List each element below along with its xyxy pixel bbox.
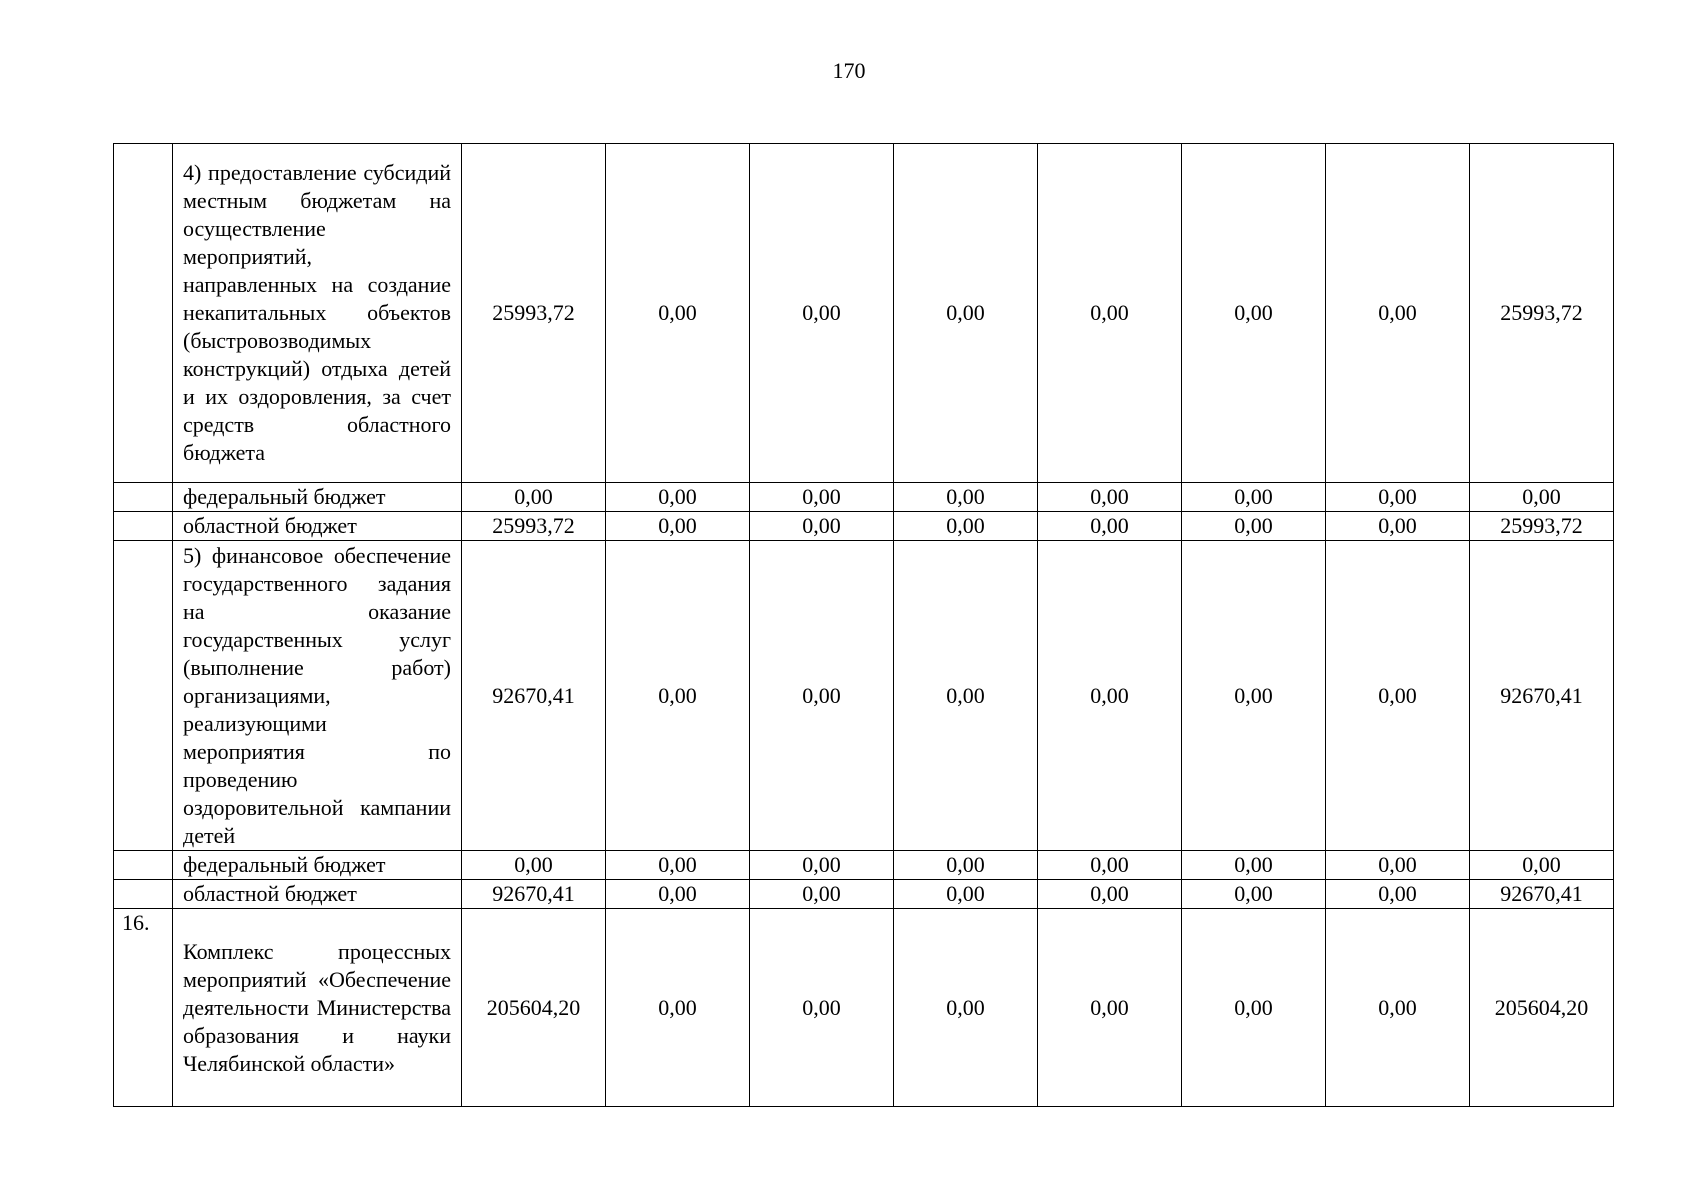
value-cell: 0,00 xyxy=(1182,512,1326,541)
value-cell: 0,00 xyxy=(750,909,894,1107)
value-cell: 0,00 xyxy=(1182,909,1326,1107)
value-cell: 0,00 xyxy=(606,541,750,851)
value-cell: 92670,41 xyxy=(1470,541,1614,851)
row-description: 4) предоставление субсидий местным бюджетам на осуществление мероприятий, направленных на создание некапитальных объектов (быстровозводимых конструкций) отдыха детей и их оздоровления, за счет средств областного бюджета xyxy=(173,144,462,483)
value-cell: 0,00 xyxy=(606,144,750,483)
value-cell: 0,00 xyxy=(1326,541,1470,851)
value-cell: 0,00 xyxy=(1038,851,1182,880)
row-description: областной бюджет xyxy=(173,512,462,541)
value-cell: 0,00 xyxy=(1182,483,1326,512)
value-cell: 92670,41 xyxy=(1470,880,1614,909)
value-cell: 0,00 xyxy=(1038,144,1182,483)
value-cell: 0,00 xyxy=(750,541,894,851)
table-row xyxy=(114,144,1614,483)
value-cell: 25993,72 xyxy=(462,512,606,541)
value-cell: 0,00 xyxy=(606,851,750,880)
value-cell: 0,00 xyxy=(1470,483,1614,512)
page-number: 170 xyxy=(832,58,866,83)
table-row xyxy=(114,483,1614,512)
value-cell: 0,00 xyxy=(462,851,606,880)
value-cell: 0,00 xyxy=(1326,880,1470,909)
row-description: федеральный бюджет xyxy=(173,483,462,512)
value-cell: 0,00 xyxy=(606,512,750,541)
row-index: 16. xyxy=(114,909,173,1107)
value-cell: 0,00 xyxy=(894,144,1038,483)
value-cell: 205604,20 xyxy=(462,909,606,1107)
value-cell: 0,00 xyxy=(750,851,894,880)
row-index xyxy=(114,144,173,483)
value-cell: 0,00 xyxy=(1038,909,1182,1107)
table-row xyxy=(114,512,1614,541)
value-cell: 0,00 xyxy=(1182,144,1326,483)
value-cell: 0,00 xyxy=(894,909,1038,1107)
value-cell: 0,00 xyxy=(1038,483,1182,512)
table-row xyxy=(114,880,1614,909)
value-cell: 205604,20 xyxy=(1470,909,1614,1107)
row-description: Комплекс процессных мероприятий «Обеспечение деятельности Министерства образования и науки Челябинской области» xyxy=(173,909,462,1107)
value-cell: 0,00 xyxy=(606,909,750,1107)
value-cell: 0,00 xyxy=(606,483,750,512)
value-cell: 0,00 xyxy=(1182,851,1326,880)
value-cell: 25993,72 xyxy=(462,144,606,483)
value-cell: 0,00 xyxy=(1470,851,1614,880)
budget-table xyxy=(113,143,1614,1107)
row-index xyxy=(114,851,173,880)
value-cell: 92670,41 xyxy=(462,880,606,909)
value-cell: 0,00 xyxy=(1038,541,1182,851)
table-row xyxy=(114,541,1614,851)
value-cell: 25993,72 xyxy=(1470,512,1614,541)
value-cell: 0,00 xyxy=(1038,512,1182,541)
value-cell: 0,00 xyxy=(894,880,1038,909)
table-row xyxy=(114,909,1614,1107)
value-cell: 0,00 xyxy=(894,541,1038,851)
value-cell: 0,00 xyxy=(462,483,606,512)
value-cell: 0,00 xyxy=(1326,483,1470,512)
value-cell: 0,00 xyxy=(894,483,1038,512)
value-cell: 0,00 xyxy=(750,144,894,483)
row-description: областной бюджет xyxy=(173,880,462,909)
value-cell: 0,00 xyxy=(894,512,1038,541)
value-cell: 0,00 xyxy=(750,880,894,909)
row-index xyxy=(114,483,173,512)
value-cell: 0,00 xyxy=(1182,880,1326,909)
value-cell: 0,00 xyxy=(1182,541,1326,851)
value-cell: 0,00 xyxy=(1326,909,1470,1107)
table-row xyxy=(114,851,1614,880)
value-cell: 0,00 xyxy=(606,880,750,909)
value-cell: 0,00 xyxy=(1326,144,1470,483)
value-cell: 0,00 xyxy=(1038,880,1182,909)
value-cell: 92670,41 xyxy=(462,541,606,851)
value-cell: 0,00 xyxy=(750,483,894,512)
row-index xyxy=(114,512,173,541)
row-description: 5) финансовое обеспечение государственного задания на оказание государственных услуг (выполнение работ) организациями, реализующими мероприятия по проведению оздоровительной кампании детей xyxy=(173,541,462,851)
value-cell: 0,00 xyxy=(750,512,894,541)
row-index xyxy=(114,541,173,851)
value-cell: 0,00 xyxy=(1326,512,1470,541)
row-index xyxy=(114,880,173,909)
value-cell: 0,00 xyxy=(1326,851,1470,880)
row-description: федеральный бюджет xyxy=(173,851,462,880)
value-cell: 25993,72 xyxy=(1470,144,1614,483)
value-cell: 0,00 xyxy=(894,851,1038,880)
